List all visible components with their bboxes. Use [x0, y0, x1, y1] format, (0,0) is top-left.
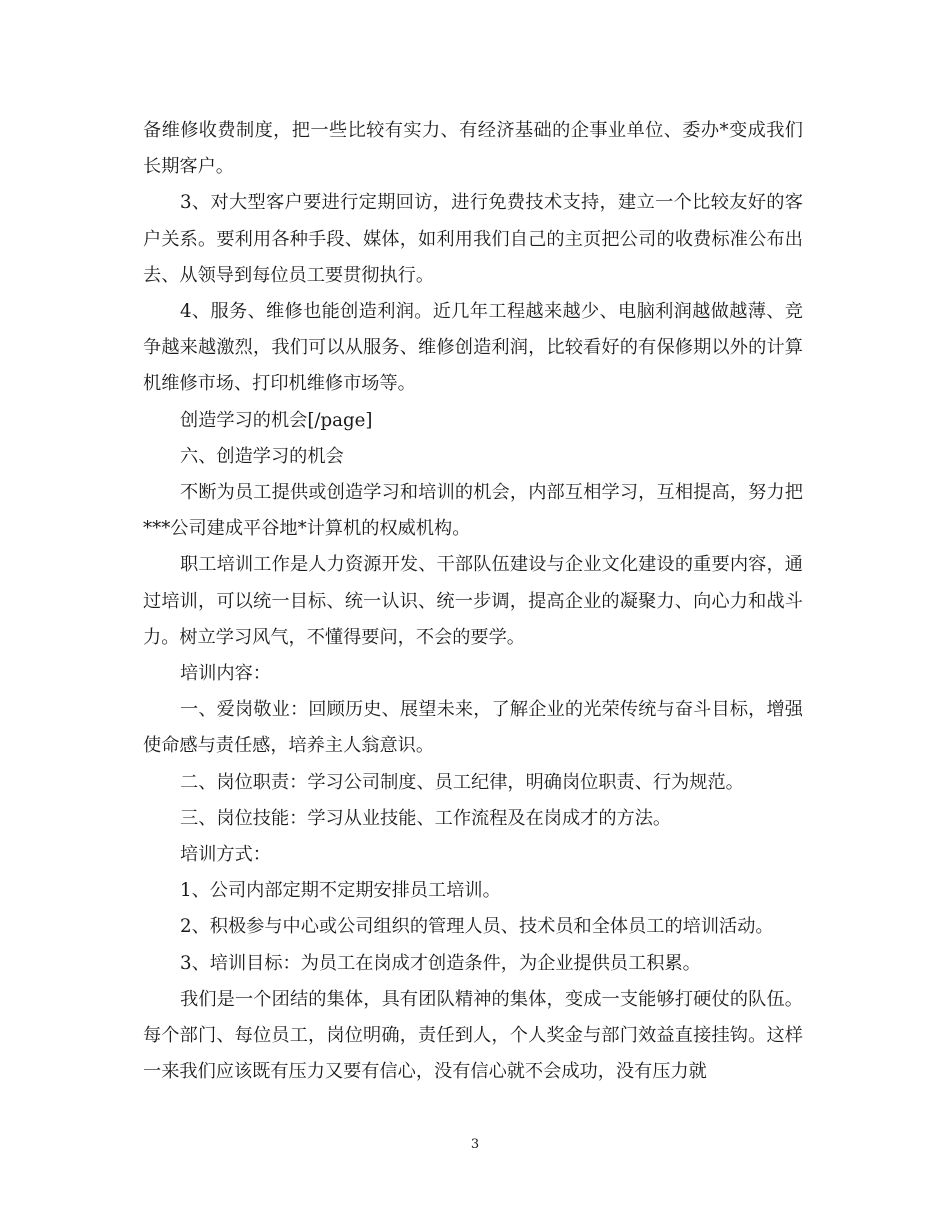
list-item: 一、爱岗敬业：回顾历史、展望未来，了解企业的光荣传统与奋斗目标，增强使命感与责任感，培养主人翁意识。 [143, 699, 803, 757]
list-item: 2、积极参与中心或公司组织的管理人员、技术员和全体员工的培训活动。 [180, 916, 774, 938]
list-item: 二、岗位职责：学习公司制度、员工纪律，明确岗位职责、行为规范。 [180, 771, 744, 793]
subheading-training-content: 培训内容： [180, 663, 271, 685]
paragraph: 创造学习的机会[/page] [180, 409, 373, 431]
list-item: 三、岗位技能：学习从业技能、工作流程及在岗成才的方法。 [180, 807, 672, 829]
document-body [143, 113, 803, 1090]
paragraph: 我们是一个团结的集体，具有团队精神的集体，变成一支能够打硬仗的队伍。每个部门、每位员工，岗位明确，责任到人，个人奖金与部门效益直接挂钩。这样一来我们应该既有压力又要有信心，没有信心就不会成功，没有压力就 [143, 988, 803, 1083]
paragraph: 3、对大型客户要进行定期回访，进行免费技术支持，建立一个比较友好的客户关系。要利用各种手段、媒体，如利用我们自己的主页把公司的收费标准公布出去、从领导到每位员工要贯彻执行。 [143, 192, 803, 286]
section-heading: 六、创造学习的机会 [180, 445, 344, 467]
paragraph: 4、服务、维修也能创造利润。近几年工程越来越少、电脑利润越做越薄、竞争越来越激烈，我们可以从服务、维修创造利润，比较看好的有保修期以外的计算机维修市场、打印机维修市场等。 [143, 301, 803, 395]
paragraph: 备维修收费制度，把一些比较有实力、有经济基础的企事业单位、委办*变成我们长期客户。 [143, 120, 803, 178]
page-number: 3 [470, 1137, 480, 1152]
subheading-training-method: 培训方式： [180, 844, 271, 866]
list-item: 3、培训目标：为员工在岗成才创造条件，为企业提供员工积累。 [180, 952, 701, 974]
list-item: 1、公司内部定期不定期安排员工培训。 [180, 880, 501, 902]
paragraph: 不断为员工提供或创造学习和培训的机会，内部互相学习，互相提高，努力把***公司建成平谷地*计算机的权威机构。 [143, 482, 803, 540]
paragraph: 职工培训工作是人力资源开发、干部队伍建设与企业文化建设的重要内容，通过培训，可以统一目标、统一认识、统一步调，提高企业的凝聚力、向心力和战斗力。树立学习风气，不懂得要问，不会的要学。 [143, 554, 803, 648]
